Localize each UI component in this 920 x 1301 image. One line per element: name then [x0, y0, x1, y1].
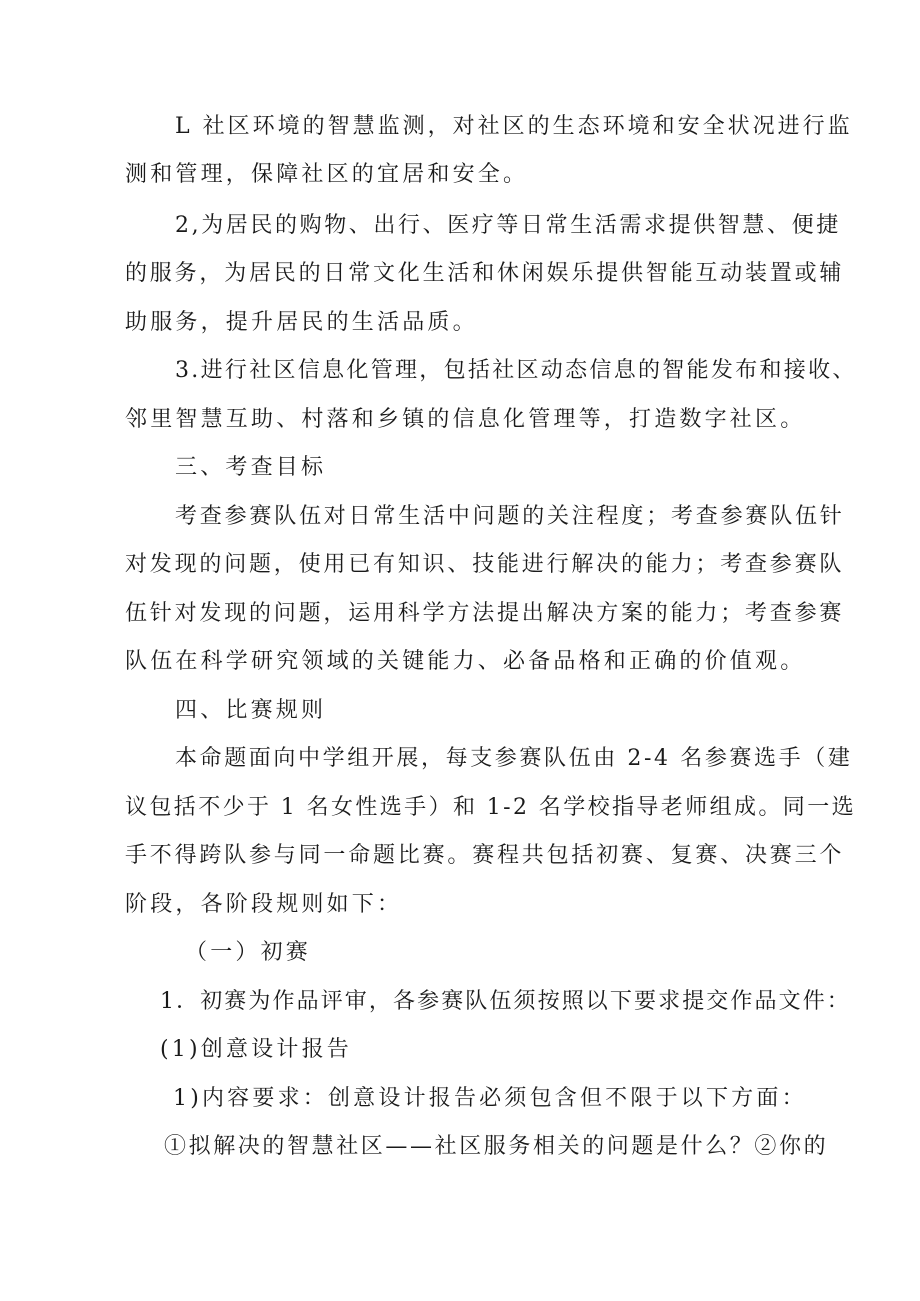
text-line-2: 测和管理，保障社区的宜居和安全。 [125, 162, 529, 187]
text-line-14: 本命题面向中学组开展，每支参赛队伍由 2-4 名参赛选手（建 [175, 746, 853, 771]
text-line-16: 手不得跨队参与同一命题比赛。赛程共包括初赛、复赛、决赛三个 [125, 843, 845, 868]
text-line-6: 3.进行社区信息化管理，包括社区动态信息的智能发布和接收、 [175, 358, 857, 383]
section-heading-objectives: 三、考查目标 [175, 455, 327, 480]
text-line-7: 邻里智慧互助、村落和乡镇的信息化管理等，打造数字社区。 [125, 407, 806, 432]
text-line-4: 的服务，为居民的日常文化生活和休闲娱乐提供智能互动装置或辅 [125, 261, 845, 286]
subsection-heading-preliminary: （一）初赛 [185, 940, 312, 965]
text-line-22: ①拟解决的智慧社区——社区服务相关的问题是什么？②你的 [164, 1134, 829, 1159]
text-line-1: L 社区环境的智慧监测，对社区的生态环境和安全状况进行监 [175, 114, 853, 139]
text-line-10: 对发现的问题，使用已有知识、技能进行解决的能力；考查参赛队 [125, 552, 845, 577]
text-line-5: 助服务，提升居民的生活品质。 [125, 310, 478, 335]
text-line-9: 考查参赛队伍对日常生活中问题的关注程度；考查参赛队伍针 [175, 504, 845, 529]
section-heading-rules: 四、比赛规则 [175, 698, 327, 723]
text-line-20: (1)创意设计报告 [160, 1037, 352, 1062]
text-line-12: 队伍在科学研究领域的关键能力、必备品格和正确的价值观。 [125, 649, 806, 674]
text-line-11: 伍针对发现的问题，运用科学方法提出解决方案的能力；考查参赛 [125, 601, 845, 626]
text-line-15: 议包括不少于 1 名女性选手）和 1-2 名学校指导老师组成。同一选 [125, 795, 856, 820]
text-line-3: 2,为居民的购物、出行、医疗等日常生活需求提供智慧、便捷 [175, 213, 841, 238]
text-line-19: 1．初赛为作品评审，各参赛队伍须按照以下要求提交作品文件： [160, 989, 851, 1014]
text-line-21: 1)内容要求：创意设计报告必须包含但不限于以下方面： [173, 1086, 807, 1111]
text-line-17: 阶段，各阶段规则如下： [125, 892, 403, 917]
